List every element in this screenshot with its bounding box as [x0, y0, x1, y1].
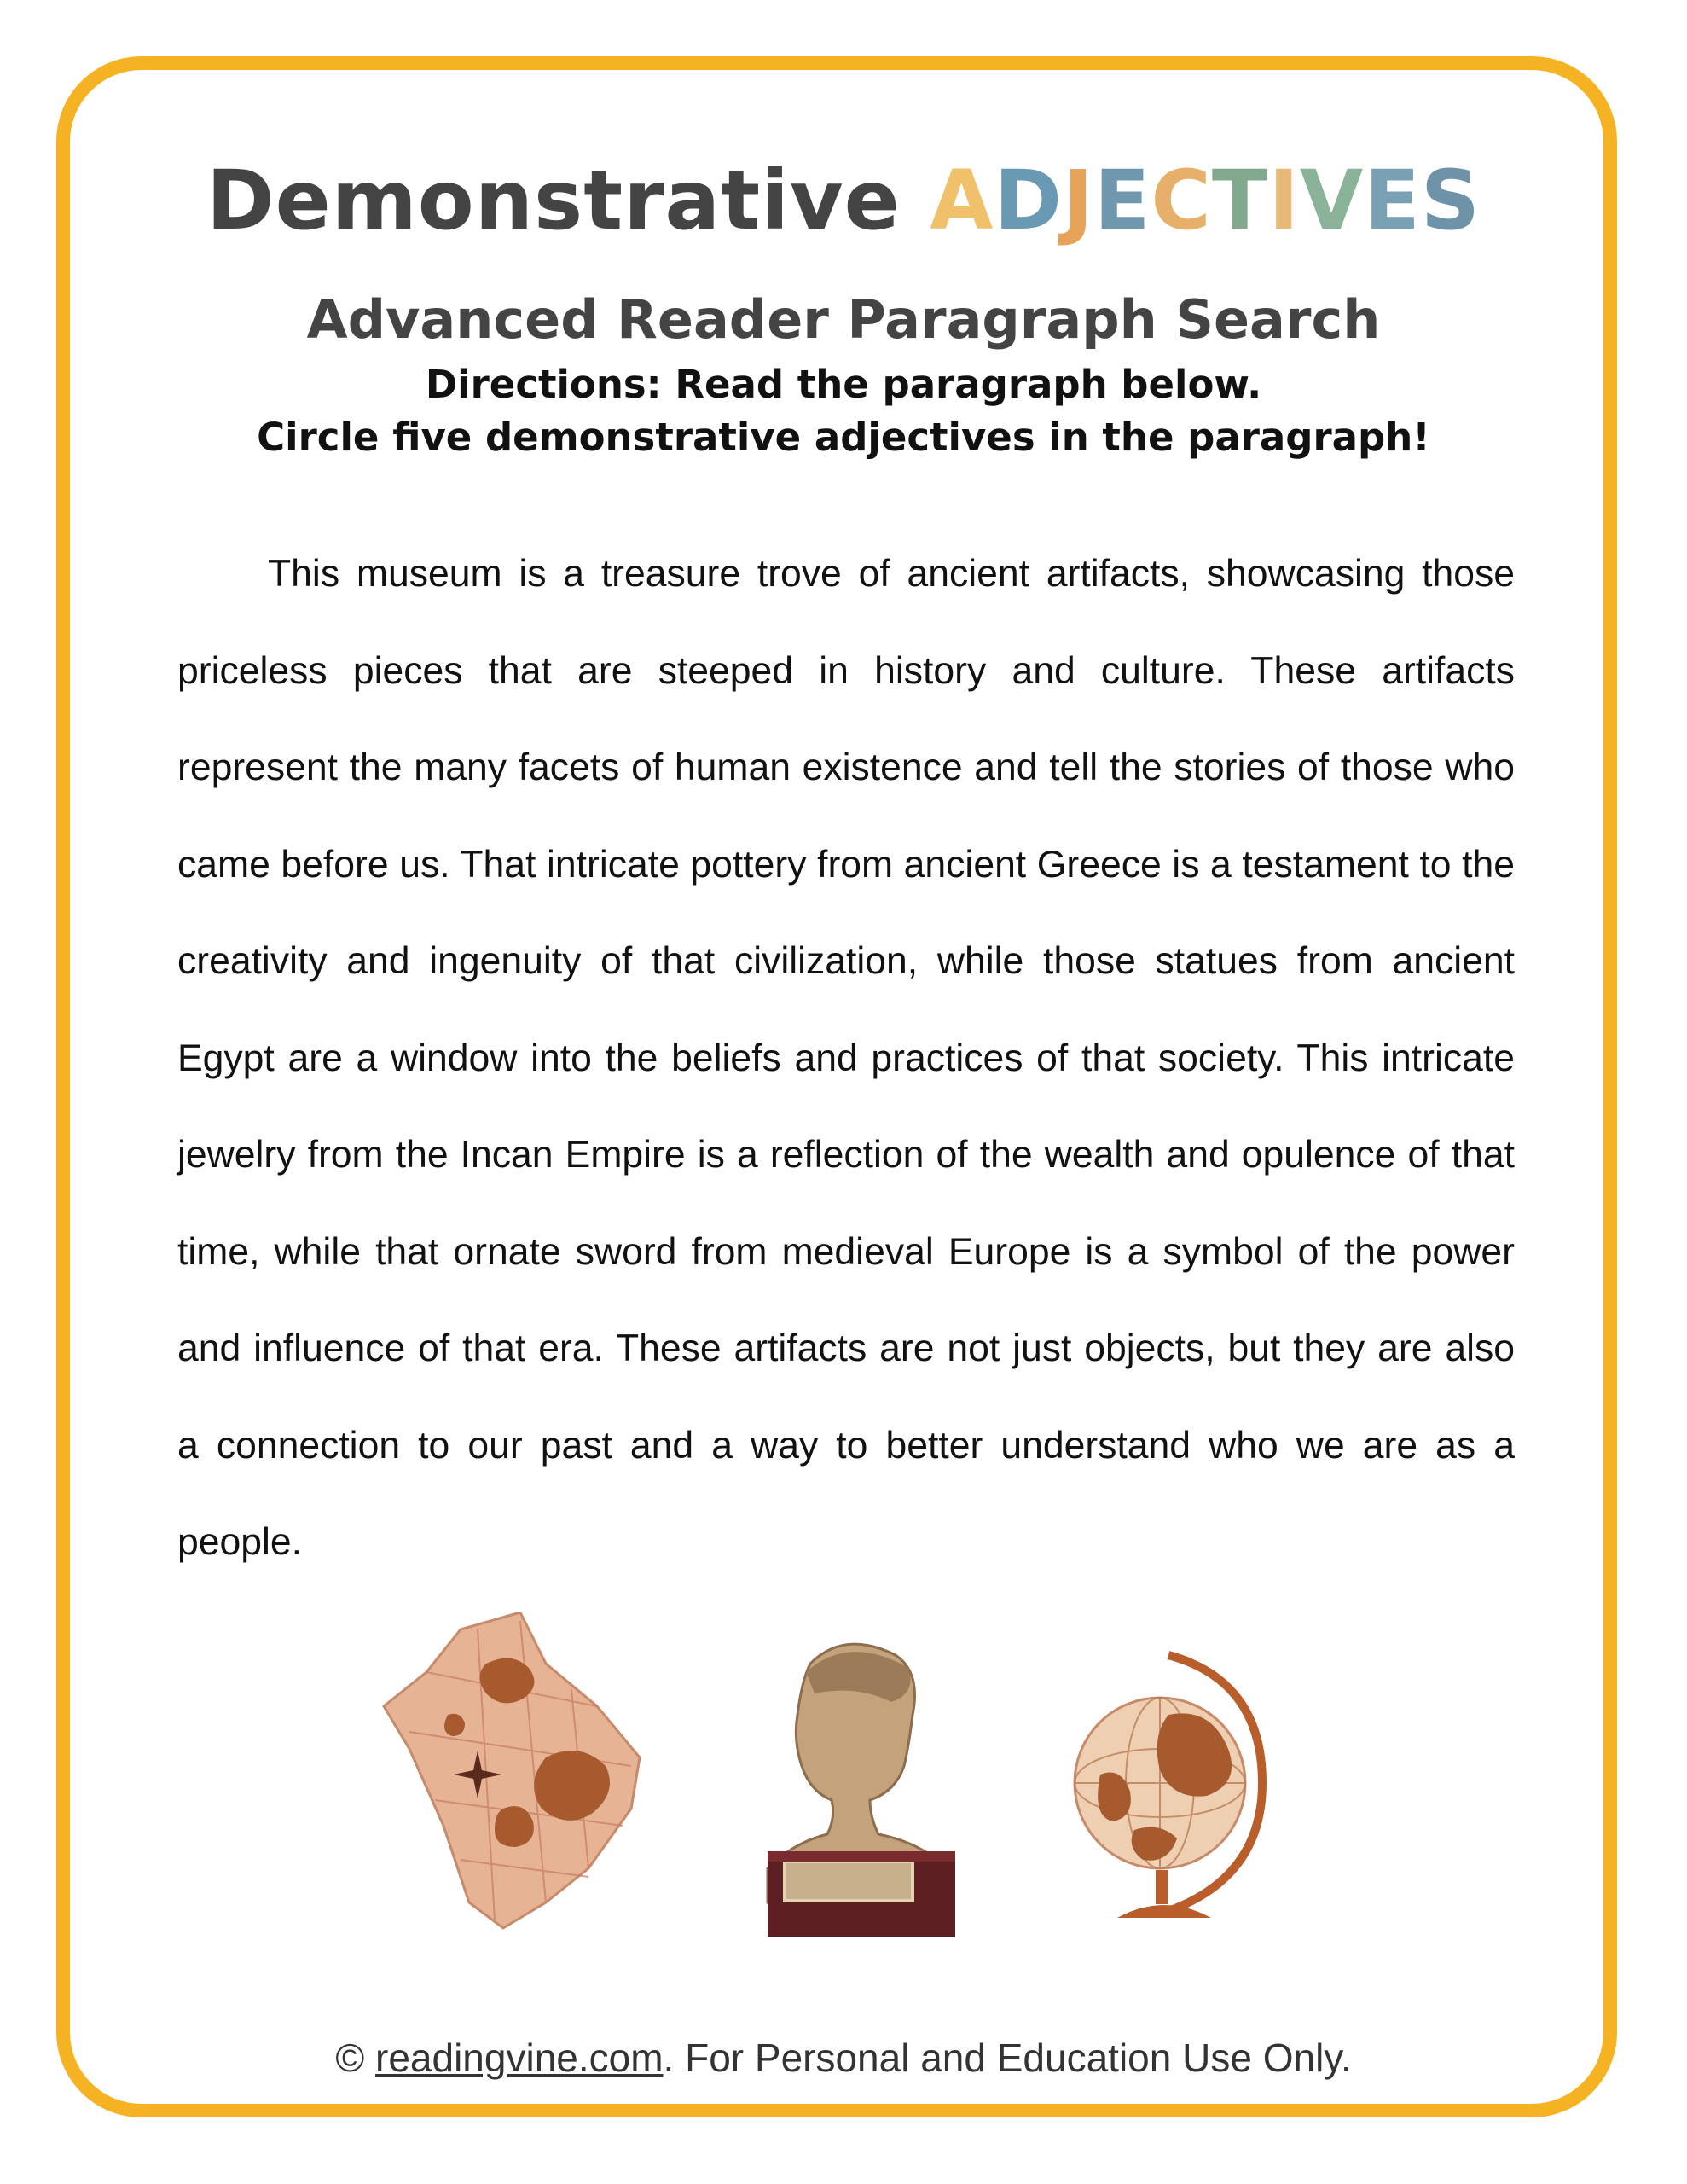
title-accent-letter: D	[994, 153, 1064, 248]
footer	[0, 2035, 1687, 2081]
title-accent-letter: I	[1268, 153, 1301, 248]
directions-line-1: Directions: Read the paragraph below.	[425, 362, 1262, 407]
title-accent-letter: E	[1364, 153, 1421, 248]
page-title	[0, 141, 1687, 260]
title-accent-letter: J	[1063, 153, 1094, 248]
directions	[0, 358, 1687, 464]
globe-icon	[1066, 1647, 1288, 1945]
title-accent-letter: V	[1300, 153, 1365, 248]
subtitle: Advanced Reader Paragraph Search	[306, 288, 1381, 351]
bust-statue-icon	[759, 1638, 964, 1945]
footer-link[interactable]: readingvine.com	[375, 2036, 664, 2080]
title-accent-letter: S	[1420, 153, 1481, 248]
reading-paragraph: This museum is a treasure trove of ancient artifacts, showcasing those priceless pieces that are steeped in history and culture. These artifacts represent the many facets of human existence and tell the stories of those who came before us. That intricate pottery from ancient Greece is a testament to the creativity and ingenuity of that civilization, while those statues from ancient Egypt are a window into the beliefs and practices of that society. This intricate jewelry from the Incan Empire is a reflection of the wealth and opulence of that time, while that ornate sword from medieval Europe is a symbol of the power and influence of that era. These artifacts are not just objects, but they are also a connection to our past and a way to better understand who we are as a people.	[177, 553, 1515, 1563]
title-accent	[930, 153, 1481, 248]
directions-line-2: Circle five demonstrative adjectives in the paragraph!	[257, 415, 1430, 460]
title-accent-letter: C	[1151, 153, 1212, 248]
title-accent-letter: E	[1093, 153, 1151, 248]
footer-text: . For Personal and Education Use Only.	[663, 2036, 1352, 2080]
copyright-symbol: ©	[335, 2036, 365, 2080]
title-accent-letter: A	[930, 153, 994, 248]
treasure-map-icon	[375, 1612, 657, 1937]
title-accent-letter: T	[1211, 153, 1269, 248]
title-main: Demonstrative	[206, 153, 901, 248]
